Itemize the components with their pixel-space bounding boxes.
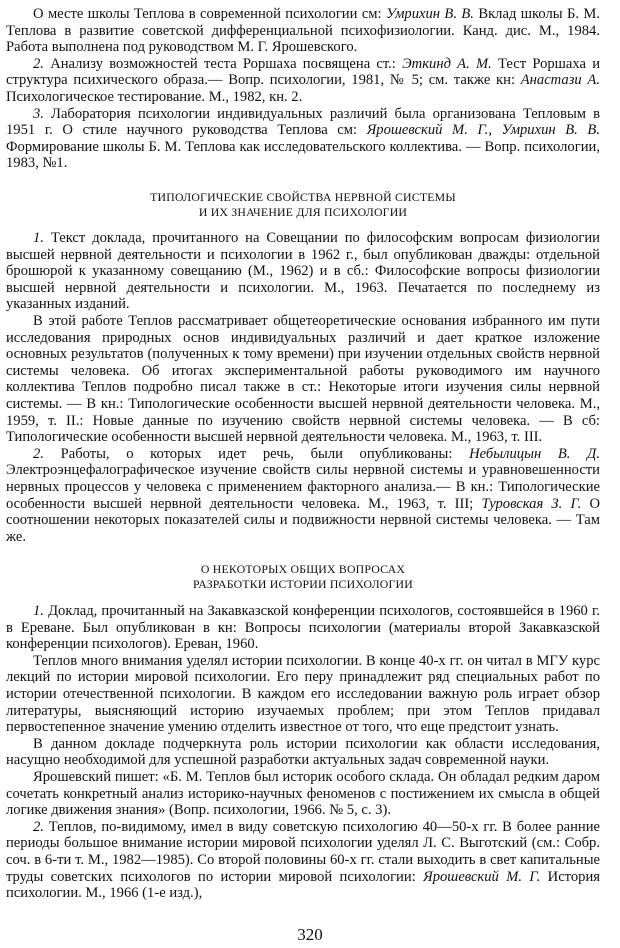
- text-run: Текст доклада, прочитанного на Совещании по философским вопросам физиологии высшей нервной деятельности и психологии в 1962 г., был опубликован дважды: отдельной брошюрой к указанному совещанию (М., 1962) и в сб.: Философские вопросы физиологии высшей нервной деятельности и психологии. М., 1963. Печатается по последнему из указанных изданий.: [6, 230, 600, 313]
- note-paragraph: [6, 653, 600, 736]
- text-run: Теплов, по-видимому, имел в виду советскую психологию 40—50-х гг. В более ранние периоды большое внимание истории мировой психологии уделял Л. С. Выготский (см.: Собр. соч. в 6-ти т. М., 1982—1985). Со второй половины 60-х гг. стали выходить в свет капитальные труды советских психологов по истории мировой психологии:: [6, 818, 600, 885]
- text-run: О месте школы Теплова в современной психологии см:: [33, 6, 386, 22]
- italic-run: Небылицын В. Д.: [469, 445, 600, 462]
- italic-run: 2.: [33, 818, 44, 835]
- italic-run: 1.: [33, 230, 44, 246]
- section-heading-line: ТИПОЛОГИЧЕСКИЕ СВОЙСТВА НЕРВНОЙ СИСТЕМЫ: [150, 190, 456, 204]
- italic-run: 2.: [33, 55, 44, 72]
- note-paragraph: [6, 603, 600, 653]
- text-run: Лаборатория психологии индивидуальных различий была организована Тепловым в 1951 г. О стиле научного руководства Теплова см:: [6, 105, 600, 139]
- page-number: 320: [297, 925, 323, 944]
- italic-run: Туровская З. Г.: [481, 495, 582, 512]
- text-run: Ярошевский пишет: «Б. М. Теплов был историк особого склада. Он обладал редким даром сочетать конкретный анализ историко-научных феноменов с постижением их смысла в общей логике движения знания» (Вопр. психологии, 1966. № 5, с. 3).: [6, 768, 600, 819]
- italic-run: 3.: [33, 105, 44, 122]
- note-paragraph: [6, 446, 600, 546]
- notes-section-history: [6, 603, 600, 902]
- text-run: История психологии. М., 1966 (1-е изд.),: [6, 868, 600, 902]
- note-paragraph: [6, 230, 600, 313]
- text-run: В этой работе Теплов рассматривает общетеоретические основания избранного им пути исследования природных основ индивидуальных различий и дает краткое изложение основных результатов (полученных к тому времени) при изучении отдельных свойств нервной системы человека. Об итогах экспериментальной работы руководимого им научного коллектива Теплов подробно писал также в ст.: Некоторые итоги изучения силы нервной системы. — В кн.: Типологические особенности высшей нервной деятельности человека. М., 1959, т. II.: Новые данные по изучению свойств нервной системы человека. — В сб: Типологические особенности высшей нервной деятельности человека. М., 1963, т. III.: [6, 312, 600, 446]
- text-run: Доклад, прочитанный на Закавказской конференции психологов, состоявшейся в 1960 г. в Ереване. Был опубликован в кн: Вопросы психологии (материалы второй Закавказской конференции психологов). Ереван, 1960.: [6, 603, 600, 653]
- section-heading-history: [6, 562, 600, 591]
- text-run: Работы, о которых идет речь, были опубликованы:: [43, 445, 470, 462]
- note-paragraph: [6, 769, 600, 819]
- italic-run: Умрихин В. В.: [386, 6, 474, 22]
- text-run: Теплов много внимания уделял истории психологии. В конце 40-х гг. он читал в МГУ курс лекций по истории мировой психологии. Его перу принадлежит ряд специальных работ по истории отечественной психологии. В каждом его исследовании важную роль играет обзор литературы, выясняющий историю изучаемых проблем; при этом Теплов придавал первостепенное значение умению отделить известное от того, что еще предстоит узнать.: [6, 652, 600, 736]
- section-heading-line: О НЕКОТОРЫХ ОБЩИХ ВОПРОСАХ: [200, 562, 406, 576]
- notes-previous-section: [6, 6, 600, 172]
- text-run: Психологическое тестирование. М., 1982, кн. 2.: [6, 88, 303, 105]
- note-paragraph: [6, 106, 600, 172]
- section-heading-typological: [6, 190, 600, 219]
- section-heading-line: И ИХ ЗНАЧЕНИЕ ДЛЯ ПСИХОЛОГИИ: [198, 204, 408, 219]
- note-paragraph: [6, 819, 600, 902]
- section-heading-line: РАЗРАБОТКИ ИСТОРИИ ПСИХОЛОГИИ: [193, 576, 413, 591]
- italic-run: Анастази А.: [520, 72, 600, 89]
- text-run: Анализу возможностей теста Роршаха посвящена ст.:: [43, 55, 403, 72]
- text-run: Вклад школы Б. М. Теплова в развитие советской дифференциальной психофизиологии. Канд. дис. М., 1984. Работа выполнена под руководством М. Г. Ярошевского.: [6, 6, 600, 56]
- text-run: Электроэнцефалографическое изучение свойств силы нервной системы и уравновешенности нервных процессов у человека с применением факторного анализа.— В кн.: Типологические особенности высшей нервной деятельности человека. М., 1963, т. III;: [6, 462, 600, 512]
- italic-run: Ярошевский М. Г.: [423, 868, 541, 885]
- note-paragraph: [6, 56, 600, 106]
- text-run: Формирование школы Б. М. Теплова как исследовательского коллектива. — Вопр. психологии, 1983, №1.: [6, 138, 600, 172]
- italic-run: Ярошевский М. Г., Умрихин В. В.: [366, 122, 600, 139]
- notes-section-typological: [6, 230, 600, 545]
- note-paragraph: [6, 736, 600, 769]
- text-run: В данном докладе подчеркнута роль истории психологии как области исследования, насущно необходимой для успешной разработки актуальных задач современной науки.: [6, 735, 600, 769]
- note-paragraph: [6, 313, 600, 446]
- italic-run: 2.: [33, 445, 44, 462]
- text-run: О соотношении некоторых показателей силы и подвижности нервной системы человека. — Там же.: [6, 495, 600, 545]
- italic-run: 1.: [33, 603, 44, 619]
- note-paragraph: [6, 6, 600, 56]
- text-run: Тест Роршаха и структура психического образа.— Вопр. психологии, 1981, № 5; см. также кн:: [6, 55, 601, 89]
- italic-run: Эткинд А. М.: [402, 55, 492, 72]
